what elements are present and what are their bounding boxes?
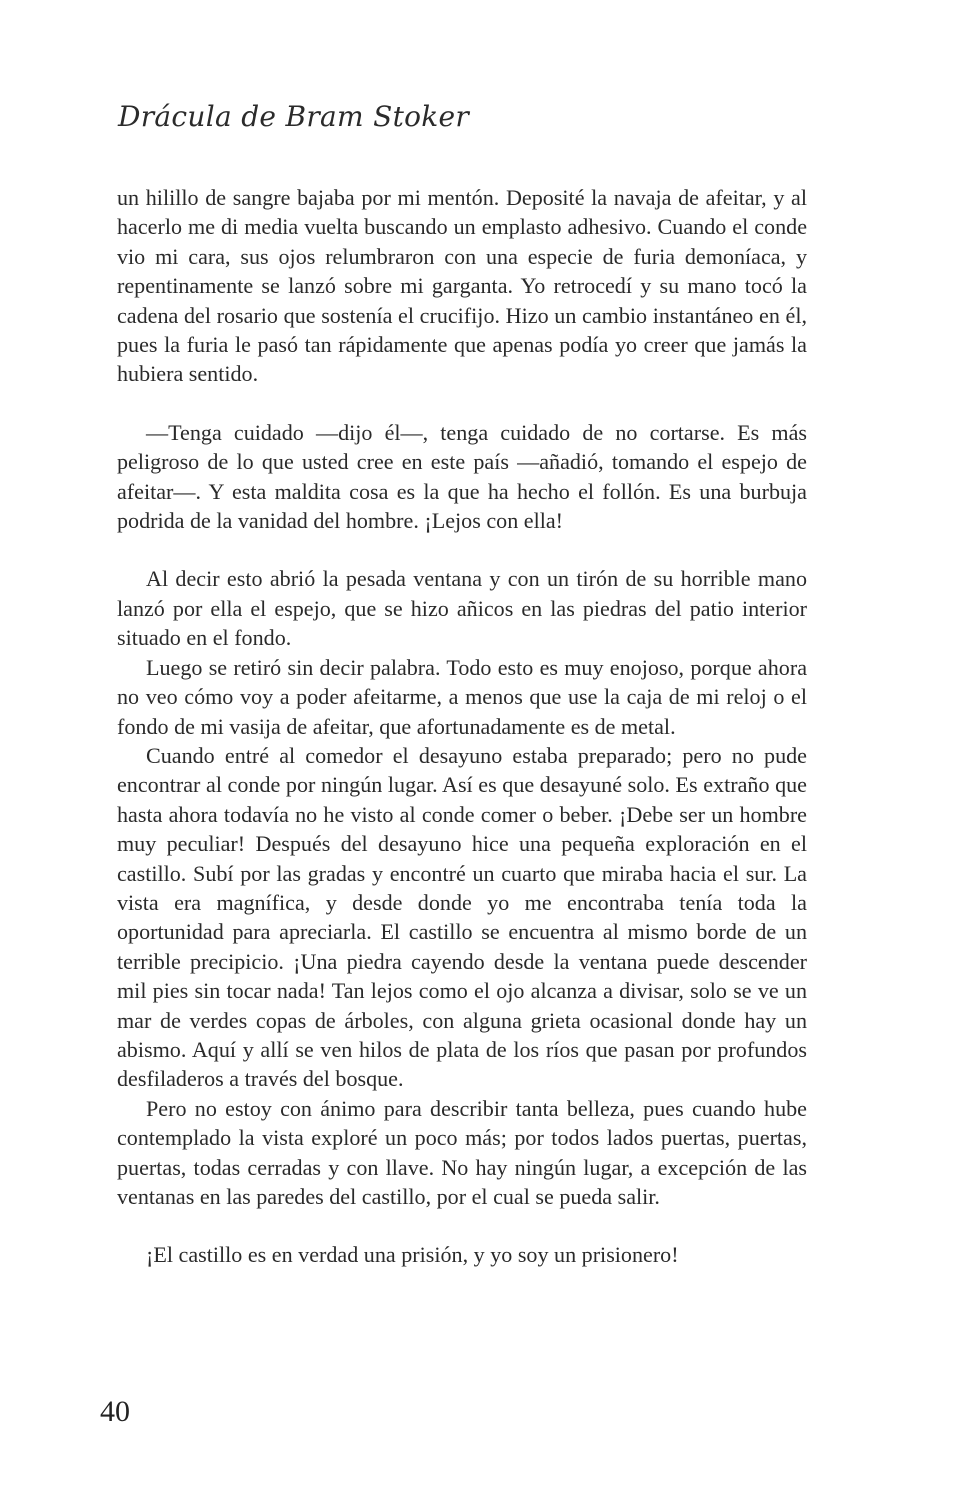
paragraph-7: ¡El castillo es en verdad una prisión, y yo soy un prisionero!: [146, 1242, 679, 1268]
paragraph-3: Al decir esto abrió la pesada ventana y con un tirón de su horrible mano lanzó por ella el espejo, que se hizo añicos en las piedras del patio interior situado en el fondo.: [117, 566, 807, 651]
page-number: 40: [100, 1395, 130, 1428]
body-text: [117, 183, 807, 1270]
paragraph-6: Pero no estoy con ánimo para describir tanta belleza, pues cuando hube contemplado la vista exploré un poco más; por todos lados puertas, puertas, puertas, todas cerradas y con llave. No hay ningún lugar, a excepción de las ventanas en las paredes del castillo, por el cual se pueda salir.: [117, 1095, 807, 1209]
paragraph-1: un hilillo de sangre bajaba por mi mentón. Deposité la navaja de afeitar, y al hacerlo me di media vuelta buscando un emplasto adhesivo. Cuando el conde vio mi cara, sus ojos relumbraron con una especie de furia demoníaca, y repentinamente se lanzó sobre mi garganta. Yo retrocedí y su mano tocó la cadena del rosario que sostenía el crucifijo. Hizo un cambio instantáneo en él, pues la furia le pasó tan rápidamente que apenas podía yo creer que jamás la hubiera sentido.: [117, 185, 807, 387]
running-header: Drácula de Bram Stoker: [118, 100, 470, 133]
paragraph-5: Cuando entré al comedor el desayuno estaba preparado; pero no pude encontrar al conde por ningún lugar. Así es que desayuné solo. Es extraño que hasta ahora todavía no he visto al conde comer o beber. ¡Debe ser un hombre muy peculiar! Después del desayuno hice una pequeña exploración en el castillo. Subí por las gradas y encontré un cuarto que miraba hacia el sur. La vista era magnífica, y desde donde yo me encontraba tenía toda la oportunidad para apreciarla. El castillo se encuentra al mismo borde de un terrible precipicio. ¡Una piedra cayendo desde la ventana puede descender mil pies sin tocar nada! Tan lejos como el ojo alcanza a divisar, solo se ve un mar de verdes copas de árboles, con alguna grieta ocasional donde hay un abismo. Aquí y allí se ven hilos de plata de los ríos que pasan por profundos desfiladeros a través del bosque.: [117, 742, 807, 1092]
paragraph-4: Luego se retiró sin decir palabra. Todo esto es muy enojoso, porque ahora no veo cómo voy a poder afeitarme, a menos que use la caja de mi reloj o el fondo de mi vasija de afeitar, que afortunadamente es de metal.: [117, 654, 807, 739]
paragraph-2: —Tenga cuidado —dijo él—, tenga cuidado de no cortarse. Es más peligroso de lo que usted cree en este país —añadió, tomando el espejo de afeitar—. Y esta maldita cosa es la que ha hecho el follón. Es una burbuja podrida de la vanidad del hombre. ¡Lejos con ella!: [117, 419, 807, 534]
